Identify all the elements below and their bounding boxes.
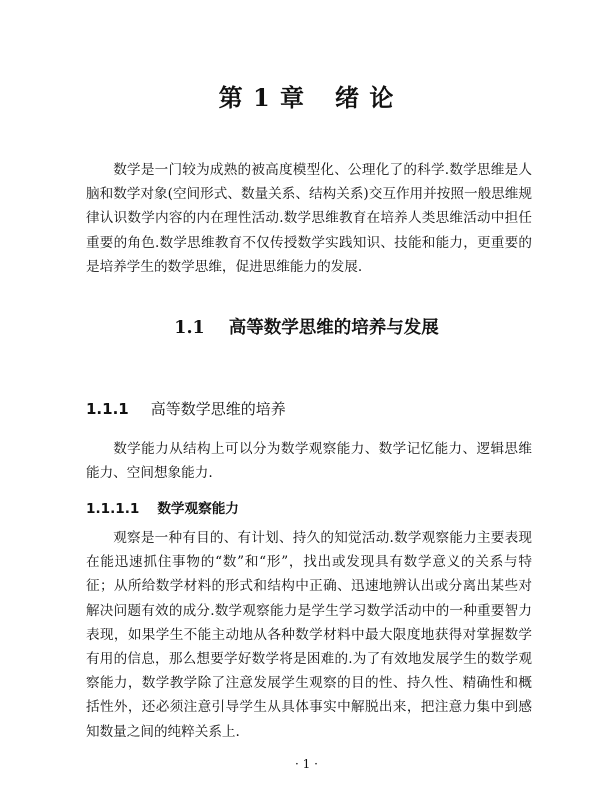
section-title: 高等数学思维的培养与发展 [228, 318, 439, 338]
chapter-title [0, 78, 613, 113]
section-number: 1.1 [174, 318, 205, 338]
page-number: · 1 · [295, 757, 318, 771]
intro-paragraph: 数学是一门较为成熟的被高度模型化、公理化了的科学.数学思维是人脑和数学对象(空间形式、数量关系、结构关系)交互作用并按照一般思维规律认识数学内容的内在理性活动.数学思维教育在培养人类思维活动中担任重要的角色.数学思维教育不仅传授数学实践知识、技能和能力，更重要的是培养学生的数学思维，促进思维能力的发展. [86, 162, 532, 275]
chapter-number: 第 1 章 [218, 83, 306, 112]
subsubsection-number: 1.1.1.1 [86, 501, 140, 517]
subsection-number: 1.1.1 [86, 400, 129, 418]
subsubsection-paragraph: 观察是一种有目的、有计划、持久的知觉活动.数学观察能力主要表现在能迅速抓住事物的“数”和“形”，找出或发现具有数学意义的关系与特征；从所给数学材料的形式和结构中正确、迅速地辨认出或分离出某些对解决问题有效的成分.数学观察能力是学生学习数学活动中的一种重要智力表现，如果学生不能主动地从各种数学材料中最大限度地获得对掌握数学有用的信息，那么想要学好数学将是困难的.为了有效地发展学生的数学观察能力，数学教学除了注意发展学生观察的目的性、持久性、精确性和概括性外，还必须注意引导学生从具体事实中解脱出来，把注意力集中到感知数量之间的纯粹关系上. [86, 530, 532, 740]
chapter-name: 绪 论 [335, 83, 395, 112]
subsubsection-heading [86, 497, 239, 517]
subsection-title: 高等数学思维的培养 [150, 400, 286, 418]
subsection-heading [86, 398, 286, 419]
subsubsection-title: 数学观察能力 [157, 501, 239, 517]
section-heading [0, 314, 613, 339]
subsection-paragraph: 数学能力从结构上可以分为数学观察能力、数学记忆能力、逻辑思维能力、空间想象能力. [86, 441, 532, 482]
